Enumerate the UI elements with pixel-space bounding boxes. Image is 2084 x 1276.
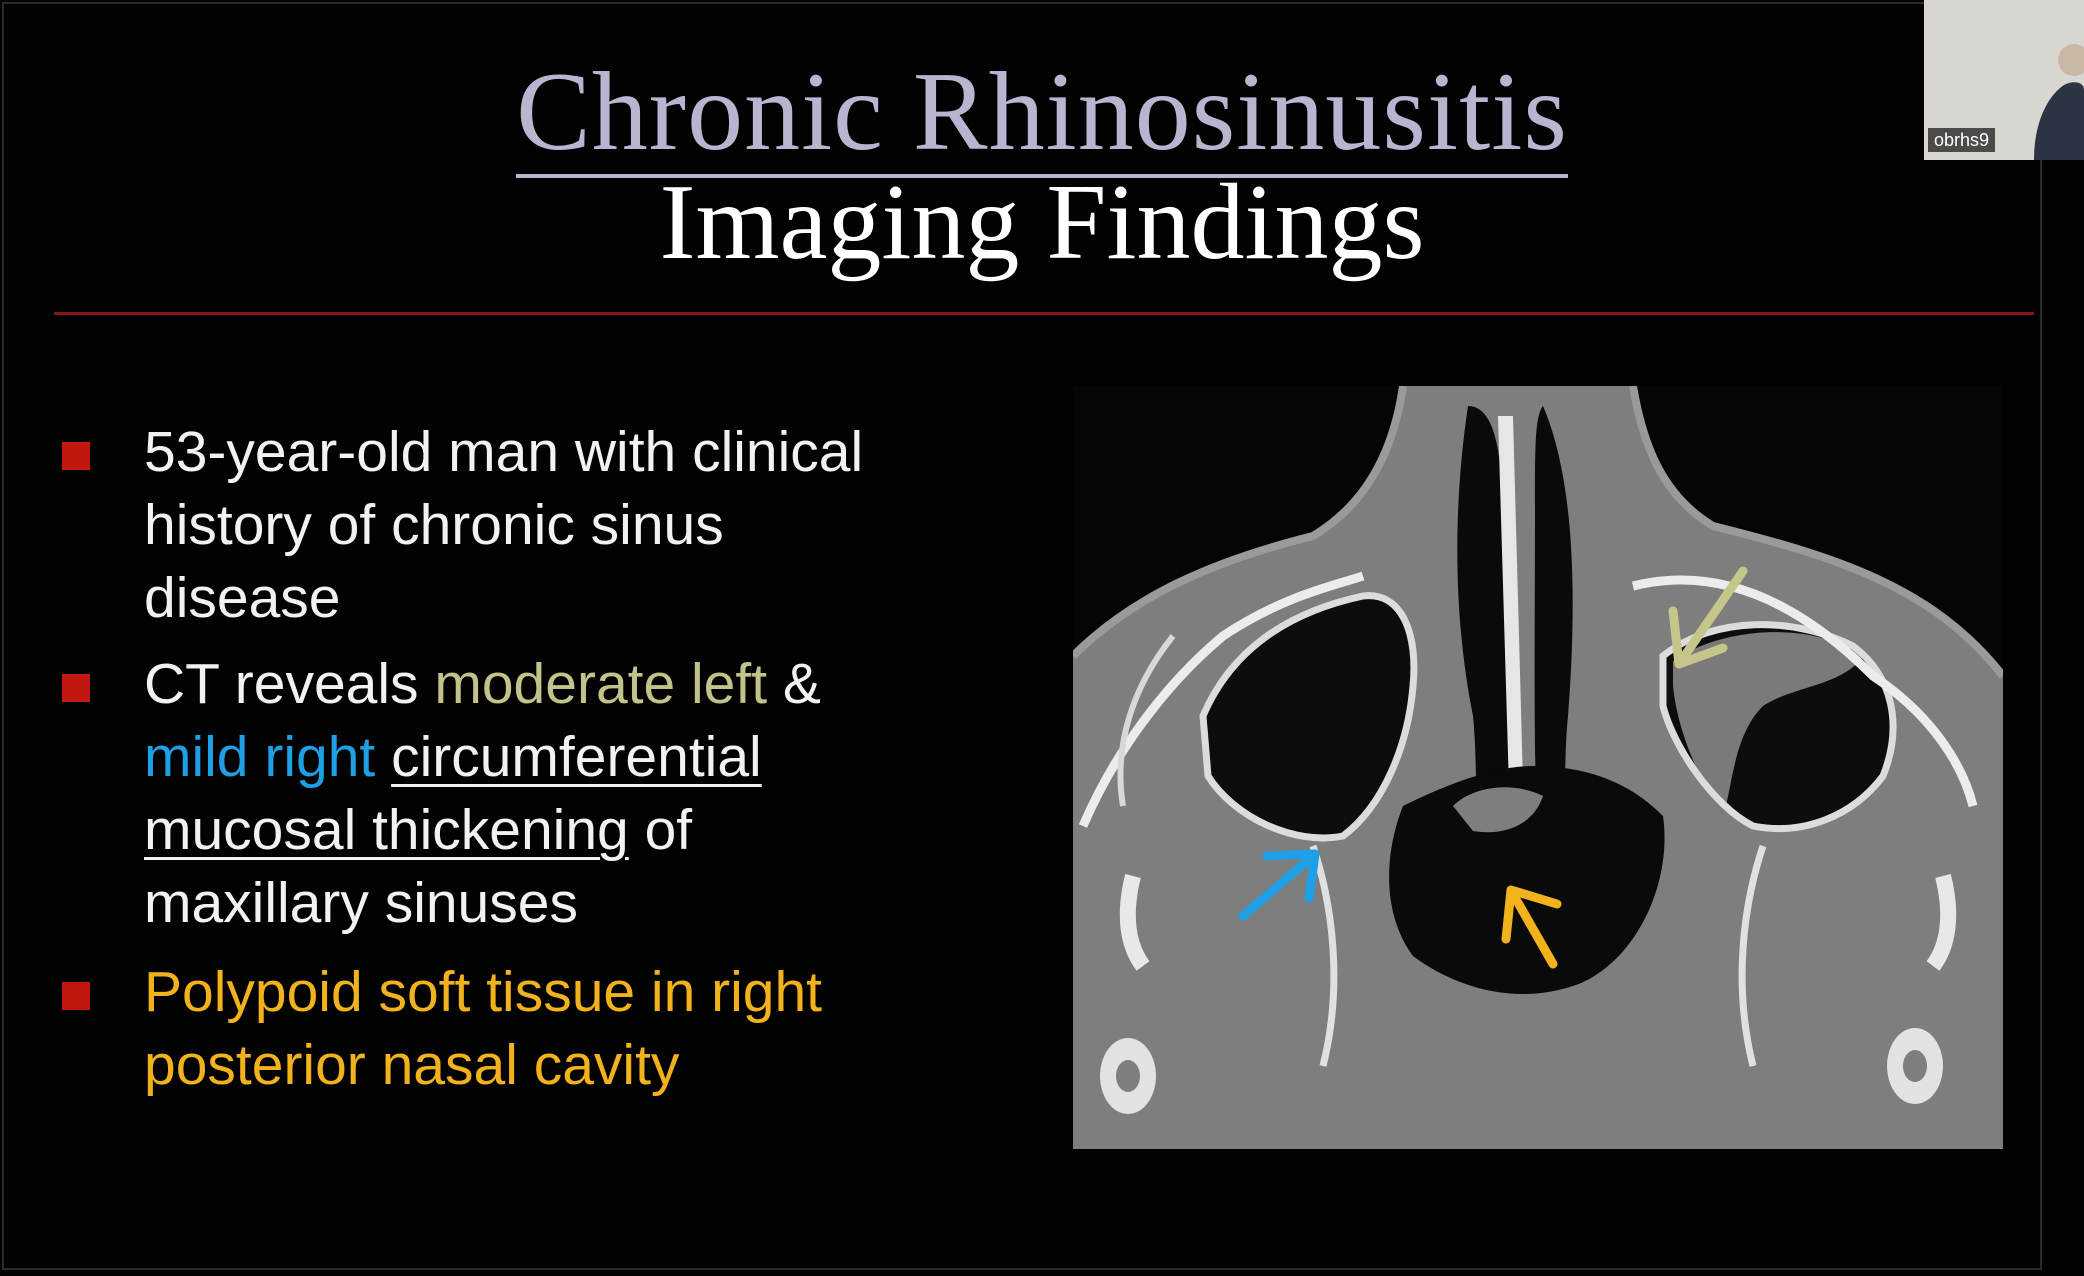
- ct-scan-image: [1073, 386, 2003, 1149]
- bullet-text-3: [144, 956, 1044, 1102]
- bullet-2-of: of: [628, 798, 693, 862]
- bullet-2-moderate-left: moderate left: [434, 652, 768, 716]
- bullet-2-line-1: [144, 648, 1044, 721]
- bullet-marker-2: [62, 674, 90, 702]
- bullet-2-line-2: [144, 721, 1044, 794]
- bullet-2-line-3: [144, 794, 1044, 867]
- bullet-2-line-4: maxillary sinuses: [144, 871, 578, 935]
- bullet-text-2: [144, 648, 1044, 940]
- bullet-text-1: [144, 416, 1044, 635]
- bullet-marker-3: [62, 982, 90, 1010]
- ct-scan-graphic: [1073, 386, 2003, 1149]
- bullet-2-text-ct-reveals: CT reveals: [144, 652, 435, 716]
- slide-subtitle: Imaging Findings: [659, 163, 1425, 282]
- bullet-marker-1: [62, 442, 90, 470]
- bullet-1-line-2: history of chronic sinus: [144, 493, 724, 557]
- slide-title-text: Chronic Rhinosinusitis: [516, 50, 1568, 178]
- bullet-2-circumferential: circumferential: [391, 725, 762, 789]
- bullet-2-space: [375, 725, 391, 789]
- bullet-2-mucosal-thickening: mucosal thickening: [144, 798, 629, 862]
- title-divider: [54, 312, 2034, 315]
- bullet-3-line-2: posterior nasal cavity: [144, 1033, 680, 1097]
- slide-title: [0, 50, 2084, 174]
- bullet-3-line-1: Polypoid soft tissue in right: [144, 960, 823, 1024]
- bullet-2-mild-right: mild right: [144, 725, 376, 789]
- bullet-1-line-1: 53-year-old man with clinical: [144, 420, 864, 484]
- webcam-label: obrhs9: [1928, 128, 1995, 152]
- bullet-2-ampersand: &: [767, 652, 821, 716]
- bullet-1-line-3: disease: [144, 566, 341, 630]
